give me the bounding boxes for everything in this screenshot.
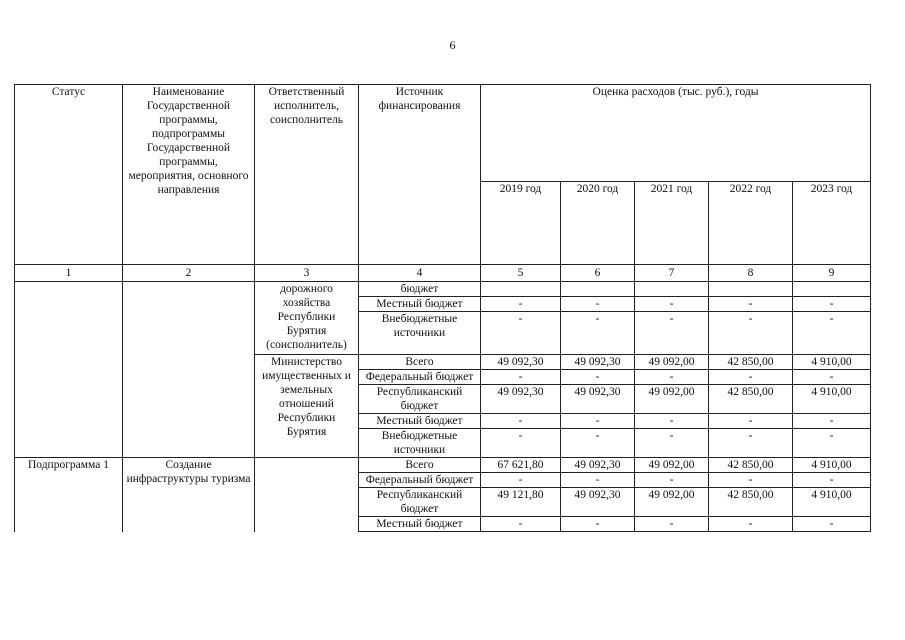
column-numbers-row: [15, 265, 871, 282]
value-cell: -: [635, 414, 709, 429]
value-cell: -: [635, 473, 709, 488]
value-cell: -: [709, 414, 793, 429]
value-cell: -: [561, 517, 635, 532]
value-cell: -: [635, 312, 709, 355]
name-cell: Создание инфраструктуры туризма: [123, 458, 255, 532]
value-cell: 4 910,00: [793, 355, 871, 370]
source-cell: бюджет: [359, 282, 481, 297]
value-cell: [793, 282, 871, 297]
value-cell: -: [561, 414, 635, 429]
col-number: 3: [255, 265, 359, 282]
value-cell: -: [793, 414, 871, 429]
page-number: 6: [449, 38, 456, 52]
value-cell: -: [481, 370, 561, 385]
value-cell: -: [561, 429, 635, 458]
source-cell: Республиканский бюджет: [359, 488, 481, 517]
header-name: Наименование Государственной программы, подпрограммы Государственной программы, мероприятия, основного направления: [123, 85, 255, 265]
value-cell: -: [709, 312, 793, 355]
source-cell: Местный бюджет: [359, 414, 481, 429]
responsible-cell: Министерство имущественных и земельных отношений Республики Бурятия: [255, 355, 359, 458]
value-cell: -: [635, 517, 709, 532]
value-cell: -: [561, 297, 635, 312]
value-cell: 42 850,00: [709, 355, 793, 370]
value-cell: -: [709, 370, 793, 385]
col-number: 7: [635, 265, 709, 282]
value-cell: 4 910,00: [793, 488, 871, 517]
header-year: 2021 год: [635, 182, 709, 265]
col-number: 6: [561, 265, 635, 282]
responsible-cell: дорожного хозяйства Республики Бурятия (соисполнитель): [255, 282, 359, 355]
value-cell: 42 850,00: [709, 488, 793, 517]
header-source: Источник финансирования: [359, 85, 481, 265]
value-cell: -: [635, 297, 709, 312]
value-cell: -: [709, 473, 793, 488]
value-cell: [635, 282, 709, 297]
table-row: [15, 458, 871, 473]
value-cell: 49 092,00: [635, 488, 709, 517]
value-cell: -: [793, 297, 871, 312]
source-cell: Внебюджетные источники: [359, 312, 481, 355]
col-number: 9: [793, 265, 871, 282]
value-cell: 49 121,80: [481, 488, 561, 517]
responsible-cell: [255, 458, 359, 532]
source-cell: Федеральный бюджет: [359, 473, 481, 488]
value-cell: 49 092,00: [635, 385, 709, 414]
value-cell: -: [481, 312, 561, 355]
table-body: [15, 85, 871, 532]
source-cell: Внебюджетные источники: [359, 429, 481, 458]
value-cell: -: [635, 370, 709, 385]
value-cell: 49 092,30: [561, 488, 635, 517]
value-cell: -: [561, 473, 635, 488]
header-status: Статус: [15, 85, 123, 265]
value-cell: -: [481, 517, 561, 532]
table-row: [15, 282, 871, 297]
status-cell: [15, 282, 123, 458]
col-number: 1: [15, 265, 123, 282]
name-cell: [123, 282, 255, 458]
value-cell: -: [481, 414, 561, 429]
source-cell: Местный бюджет: [359, 297, 481, 312]
value-cell: 49 092,30: [481, 385, 561, 414]
source-cell: Местный бюджет: [359, 517, 481, 532]
header-row: [15, 85, 871, 182]
value-cell: 49 092,00: [635, 458, 709, 473]
value-cell: [561, 282, 635, 297]
value-cell: -: [481, 429, 561, 458]
value-cell: -: [793, 517, 871, 532]
header-estimate: Оценка расходов (тыс. руб.), годы: [481, 85, 871, 182]
value-cell: 4 910,00: [793, 458, 871, 473]
header-year: 2019 год: [481, 182, 561, 265]
budget-table: [14, 84, 871, 532]
value-cell: [709, 282, 793, 297]
status-cell: Подпрограмма 1: [15, 458, 123, 532]
value-cell: -: [793, 312, 871, 355]
value-cell: -: [561, 370, 635, 385]
header-responsible: Ответственный исполнитель, соисполнитель: [255, 85, 359, 265]
col-number: 5: [481, 265, 561, 282]
value-cell: 67 621,80: [481, 458, 561, 473]
value-cell: 49 092,30: [561, 458, 635, 473]
value-cell: 49 092,30: [561, 385, 635, 414]
source-cell: Всего: [359, 355, 481, 370]
value-cell: -: [709, 297, 793, 312]
col-number: 8: [709, 265, 793, 282]
value-cell: 42 850,00: [709, 458, 793, 473]
value-cell: -: [709, 517, 793, 532]
source-cell: Всего: [359, 458, 481, 473]
header-year: 2022 год: [709, 182, 793, 265]
value-cell: 4 910,00: [793, 385, 871, 414]
value-cell: 49 092,30: [481, 355, 561, 370]
header-year: 2020 год: [561, 182, 635, 265]
value-cell: [481, 282, 561, 297]
value-cell: -: [481, 473, 561, 488]
value-cell: -: [709, 429, 793, 458]
value-cell: 49 092,00: [635, 355, 709, 370]
col-number: 2: [123, 265, 255, 282]
header-year: 2023 год: [793, 182, 871, 265]
value-cell: -: [793, 473, 871, 488]
value-cell: -: [635, 429, 709, 458]
col-number: 4: [359, 265, 481, 282]
value-cell: 49 092,30: [561, 355, 635, 370]
value-cell: 42 850,00: [709, 385, 793, 414]
source-cell: Республиканский бюджет: [359, 385, 481, 414]
value-cell: -: [793, 370, 871, 385]
source-cell: Федеральный бюджет: [359, 370, 481, 385]
value-cell: -: [793, 429, 871, 458]
value-cell: -: [561, 312, 635, 355]
value-cell: -: [481, 297, 561, 312]
